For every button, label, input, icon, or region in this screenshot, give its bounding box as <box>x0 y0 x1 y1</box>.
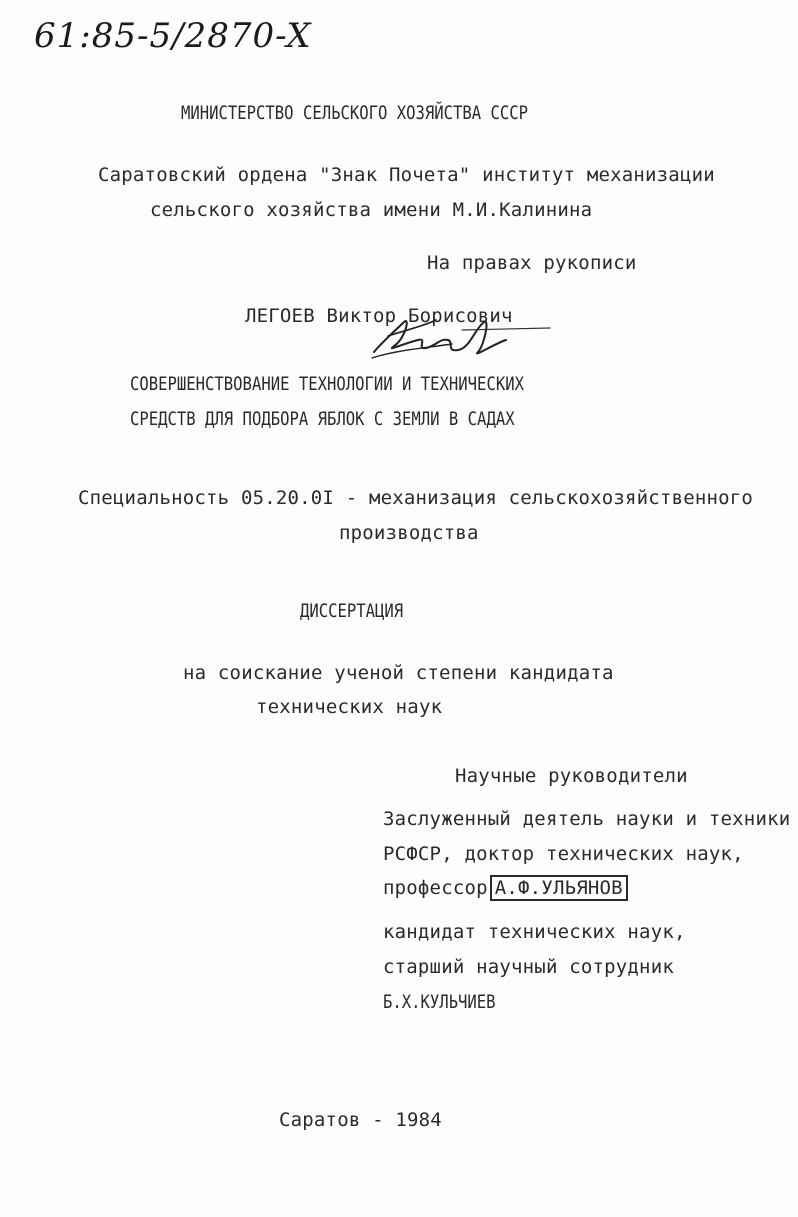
dissertation-title-line-1: СОВЕРШЕНСТВОВАНИЕ ТЕХНОЛОГИИ И ТЕХНИЧЕСКИХ <box>130 373 524 395</box>
author-signature <box>366 300 556 368</box>
manuscript-rights-note: На правах рукописи <box>427 252 637 274</box>
specialty-line-1: Специальность 05.20.0I - механизация сельскохозяйственного <box>78 487 754 509</box>
degree-line-2: технических наук <box>256 696 443 718</box>
archive-handwritten-mark: 61:85-5/2870-X <box>34 16 312 56</box>
place-and-year: Саратов - 1984 <box>279 1109 442 1131</box>
supervisor-1-rank: профессор <box>383 877 488 899</box>
institute-line-1: Саратовский ордена "Знак Почета" институт механизации <box>98 164 715 186</box>
supervisor-1-name-line <box>383 877 628 899</box>
author-name: ЛЕГОЕВ Виктор Борисович <box>245 305 513 327</box>
institute-line-2: сельского хозяйства имени М.И.Калинина <box>150 199 593 221</box>
degree-line-1: на соискание ученой степени кандидата <box>183 662 614 684</box>
supervisor-2-title-line-2: старший научный сотрудник <box>383 956 674 978</box>
ministry-heading: МИНИСТЕРСТВО СЕЛЬСКОГО ХОЗЯЙСТВА СССР <box>181 102 529 124</box>
supervisor-2-name: Б.Х.КУЛЬЧИЕВ <box>383 991 496 1013</box>
document-type: ДИССЕРТАЦИЯ <box>300 600 404 622</box>
supervisor-1-name: А.Ф.УЛЬЯНОВ <box>490 875 628 901</box>
supervisors-heading: Научные руководители <box>455 765 688 787</box>
dissertation-title-line-2: СРЕДСТВ ДЛЯ ПОДБОРА ЯБЛОК С ЗЕМЛИ В САДАХ <box>130 408 515 430</box>
supervisor-1-title-line-2: РСФСР, доктор технических наук, <box>383 843 744 865</box>
specialty-line-2: производства <box>339 522 479 544</box>
supervisor-2-title-line-1: кандидат технических наук, <box>383 921 686 943</box>
supervisor-1-title-line-1: Заслуженный деятель науки и техники <box>383 808 791 830</box>
